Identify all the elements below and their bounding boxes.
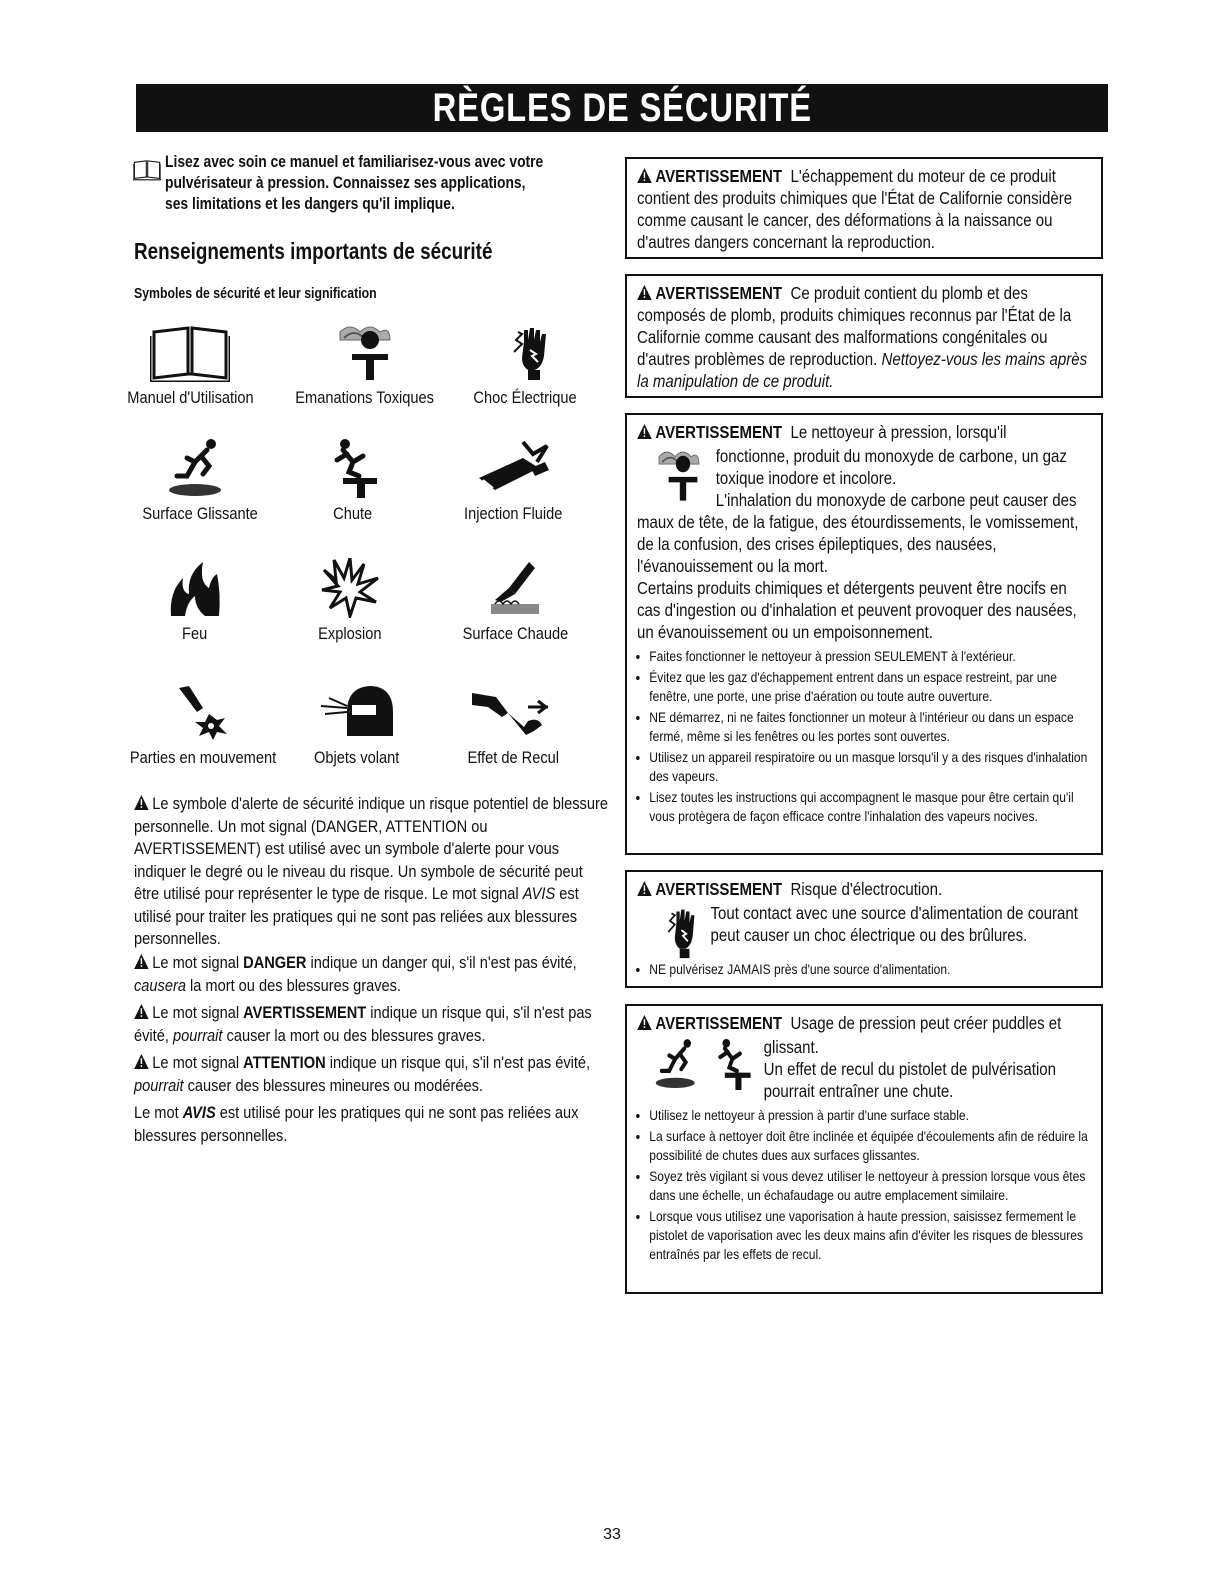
- hazard-icons: [653, 1038, 755, 1095]
- explosion-icon: [320, 558, 380, 618]
- warning-box-slip: [625, 1004, 1103, 1294]
- warning-text: L'échappement du moteur de ce produit contient des produits chimiques que l'État de Californie considère comme causant le cancer, des déformations à la naissance ou d'autres dangers concernant la reproduction.: [637, 166, 1073, 252]
- alert-icon: [134, 954, 149, 969]
- alert-icon: [637, 168, 652, 183]
- symbol-label: Feu: [182, 624, 208, 643]
- fall-icon: [323, 438, 383, 498]
- warning-text: Risque d'électrocution.: [790, 879, 943, 899]
- warning-keyword: AVERTISSEMENT: [655, 283, 783, 303]
- intro-line: pulvérisateur à pression. Connaissez ses applications,: [165, 174, 526, 192]
- definition-italic: pourrait: [172, 1025, 223, 1045]
- symbol-toxic-fumes: [280, 322, 450, 408]
- warning-text: Un effet de recul du pistolet de pulvérisation pourrait entraîner une chute.: [763, 1059, 1057, 1101]
- fall-icon: [709, 1038, 755, 1090]
- warning-keyword: AVERTISSEMENT: [655, 422, 783, 442]
- symbol-label: Emanations Toxiques: [295, 388, 435, 407]
- definition-caution: [134, 1052, 609, 1097]
- alert-icon: [637, 1015, 652, 1030]
- page-number: 33: [603, 1526, 621, 1543]
- warning-bullets: [637, 960, 1090, 979]
- warning-box-carbon-monoxide: [625, 413, 1103, 855]
- electric-shock-icon: [500, 322, 550, 382]
- signal-word-danger: DANGER: [243, 953, 307, 972]
- warning-keyword: AVERTISSEMENT: [655, 1013, 783, 1033]
- definition-text: causer des blessures mineures ou modérées.: [187, 1075, 483, 1095]
- signal-word-caution: ATTENTION: [243, 1053, 326, 1072]
- warning-text: Usage de pression peut créer puddles et: [790, 1013, 1062, 1033]
- warning-keyword: AVERTISSEMENT: [655, 879, 783, 899]
- signal-word-warning: AVERTISSEMENT: [243, 1003, 367, 1022]
- alert-icon: [637, 285, 652, 300]
- definition-text: Le symbole d'alerte de sécurité indique un risque potentiel de blessure personnelle. Un mot signal (DANGER, ATTENTION ou AVERTISSEMENT) est utilisé avec un symbole d'alerte pour vous indiquer le degré ou le niveau du risque. Un symbole de sécurité peut être utilisé pour représenter le type de risque. Le mot signal: [134, 794, 608, 903]
- fluid-injection-icon: [473, 438, 553, 498]
- symbol-label: Chute: [333, 504, 373, 523]
- symbol-electric-shock: [440, 322, 610, 408]
- warning-bullets: [637, 647, 1090, 826]
- definition-italic: pourrait: [134, 1075, 184, 1095]
- symbol-explosion: [265, 558, 435, 644]
- definition-text: Le mot signal: [152, 1003, 240, 1022]
- toxic-fumes-icon: [330, 322, 400, 382]
- symbol-fluid-injection: [428, 438, 598, 524]
- definition-text: causer la mort ou des blessures graves.: [226, 1025, 486, 1045]
- symbols-title: Symboles de sécurité et leur signification: [134, 285, 377, 302]
- list-item: • Utilisez un appareil respiratoire ou un masque lorsqu'il y a des risques d'inhalation des vapeurs.: [649, 748, 1090, 786]
- intro-text: [165, 152, 615, 215]
- list-item: • Soyez très vigilant si vous devez utiliser le nettoyeur à pression lorsque vous êtes dans une échelle, un échafaudage ou autre emplacement similaire.: [649, 1167, 1090, 1205]
- symbol-kickback: [428, 682, 598, 768]
- definition-text: la mort ou des blessures graves.: [190, 975, 401, 995]
- list-item: • NE démarrez, ni ne faites fonctionner un moteur à l'intérieur ou dans un espace fermé, même si les fenêtres ou les portes sont ouvertes.: [649, 708, 1090, 746]
- warning-box-electrocution: [625, 870, 1103, 988]
- fire-icon: [165, 558, 225, 618]
- definition-text: est utilisé pour les pratiques qui ne sont pas reliées aux blessures personnelles.: [134, 1103, 579, 1145]
- list-item: • Lorsque vous utilisez une vaporisation à haute pression, saisissez fermement le pistolet de vaporisation avec les deux mains afin d'éviter les risques de blessures entraînés par les effets de recul.: [649, 1207, 1090, 1264]
- kickback-icon: [468, 682, 558, 742]
- avis-word: AVIS: [522, 884, 556, 903]
- definition-text: Le mot: [134, 1103, 179, 1122]
- page-banner: [136, 84, 1108, 132]
- warning-text: Tout contact avec une source d'alimentation de courant peut causer un choc électrique ou des brûlures.: [710, 903, 1078, 945]
- electric-shock-icon: [656, 904, 698, 960]
- warning-text: Le nettoyeur à pression, lorsqu'il: [790, 422, 1007, 442]
- definition-text: Le mot signal: [152, 953, 240, 972]
- list-item: • Évitez que les gaz d'échappement entrent dans un espace restreint, par une fenêtre, une porte, une prise d'aération ou toute autre ouverture.: [649, 668, 1090, 706]
- symbol-label: Explosion: [318, 624, 382, 643]
- slippery-surface-icon: [653, 1038, 706, 1090]
- warning-keyword: AVERTISSEMENT: [655, 166, 783, 186]
- slippery-surface-icon: [165, 438, 235, 498]
- flying-objects-icon: [317, 682, 397, 742]
- warning-box-exhaust: [625, 157, 1103, 259]
- symbol-fire: [110, 558, 280, 644]
- symbol-moving-parts: [118, 682, 288, 768]
- definition-text: est utilisé pour traiter les pratiques qui ne sont pas reliées aux blessures personnelles.: [134, 884, 579, 948]
- moving-parts-icon: [173, 682, 233, 742]
- definition-danger: [134, 952, 609, 997]
- warning-bullets: [637, 1106, 1090, 1264]
- list-item: • Lisez toutes les instructions qui accompagnent le masque pour être certain qu'il vous protègera de façon efficace contre l'inhalation des vapeurs nocives.: [649, 788, 1090, 826]
- symbol-label: Choc Électrique: [473, 388, 577, 407]
- section-title: Renseignements importants de sécurité: [134, 238, 493, 264]
- hot-surface-icon: [485, 558, 545, 618]
- definition-text: indique un risque qui, s'il n'est pas évité,: [329, 1053, 591, 1072]
- symbol-flying-objects: [272, 682, 442, 768]
- manual-icon: [133, 158, 161, 182]
- list-item: • La surface à nettoyer doit être inclinée et équipée d'écoulements afin de réduire la possibilité de chutes dues aux surfaces glissantes.: [649, 1127, 1090, 1165]
- alert-icon: [637, 881, 652, 896]
- definition-text: Le mot signal: [152, 1053, 240, 1072]
- symbol-manual: [105, 326, 275, 408]
- definition-notice: [134, 1102, 609, 1147]
- list-item: • Faites fonctionner le nettoyeur à pression SEULEMENT à l'extérieur.: [649, 647, 1090, 666]
- symbol-label: Surface Chaude: [462, 624, 568, 643]
- definition-text: indique un risque qui, s'il n'est pas évité,: [134, 1003, 592, 1045]
- symbol-hot-surface: [430, 558, 600, 644]
- definition-italic: causera: [134, 975, 186, 995]
- list-item: • NE pulvérisez JAMAIS près d'une source d'alimentation.: [649, 960, 1090, 979]
- symbol-fall: [268, 438, 438, 524]
- signal-word-notice: AVIS: [182, 1103, 216, 1122]
- alert-icon: [134, 1054, 149, 1069]
- banner-title: RÈGLES DE SÉCURITÉ: [432, 86, 812, 130]
- warning-box-lead: [625, 274, 1103, 398]
- symbol-label: Effet de Recul: [467, 748, 559, 767]
- symbol-slippery: [115, 438, 285, 524]
- warning-text: L'inhalation du monoxyde de carbone peut causer des maux de tête, de la fatigue, des étourdissements, le vomissement, de la confusion, des crises épileptiques, des nausées, l'évanouissement ou la mort.: [637, 490, 1079, 576]
- symbol-label: Manuel d'Utilisation: [126, 388, 254, 407]
- toxic-fumes-icon: [651, 447, 707, 503]
- symbol-label: Parties en mouvement: [129, 748, 277, 767]
- warning-text: Certains produits chimiques et détergents peuvent être nocifs en cas d'ingestion ou d'inhalation et peuvent provoquer des nausées, un évanouissement ou un empoisonnement.: [637, 578, 1077, 642]
- definition-text: indique un danger qui, s'il n'est pas évité,: [310, 953, 577, 972]
- alert-icon: [134, 795, 149, 810]
- warning-text: fonctionne, produit du monoxyde de carbone, un gaz toxique inodore et incolore.: [715, 446, 1067, 488]
- warning-text: Ce produit contient du plomb et des composés de plomb, produits chimiques reconnus par l'État de la Californie comme causant des malformations congénitales ou d'autres problèmes de reproduction.: [637, 283, 1072, 369]
- intro-line: Lisez avec soin ce manuel et familiarisez-vous avec votre: [165, 153, 544, 171]
- alert-icon: [134, 1004, 149, 1019]
- intro-line: ses limitations et les dangers qu'il implique.: [165, 195, 455, 213]
- manual-icon: [150, 326, 230, 382]
- definition-alert-symbol: [134, 793, 609, 951]
- definition-warning: [134, 1002, 609, 1047]
- warning-italic: Nettoyez-vous les mains après la manipulation de ce produit.: [637, 349, 1088, 391]
- symbol-label: Injection Fluide: [463, 504, 563, 523]
- symbol-label: Surface Glissante: [142, 504, 258, 523]
- alert-icon: [637, 424, 652, 439]
- list-item: • Utilisez le nettoyeur à pression à partir d'une surface stable.: [649, 1106, 1090, 1125]
- symbol-label: Objets volant: [314, 748, 400, 767]
- warning-text: glissant.: [763, 1037, 819, 1057]
